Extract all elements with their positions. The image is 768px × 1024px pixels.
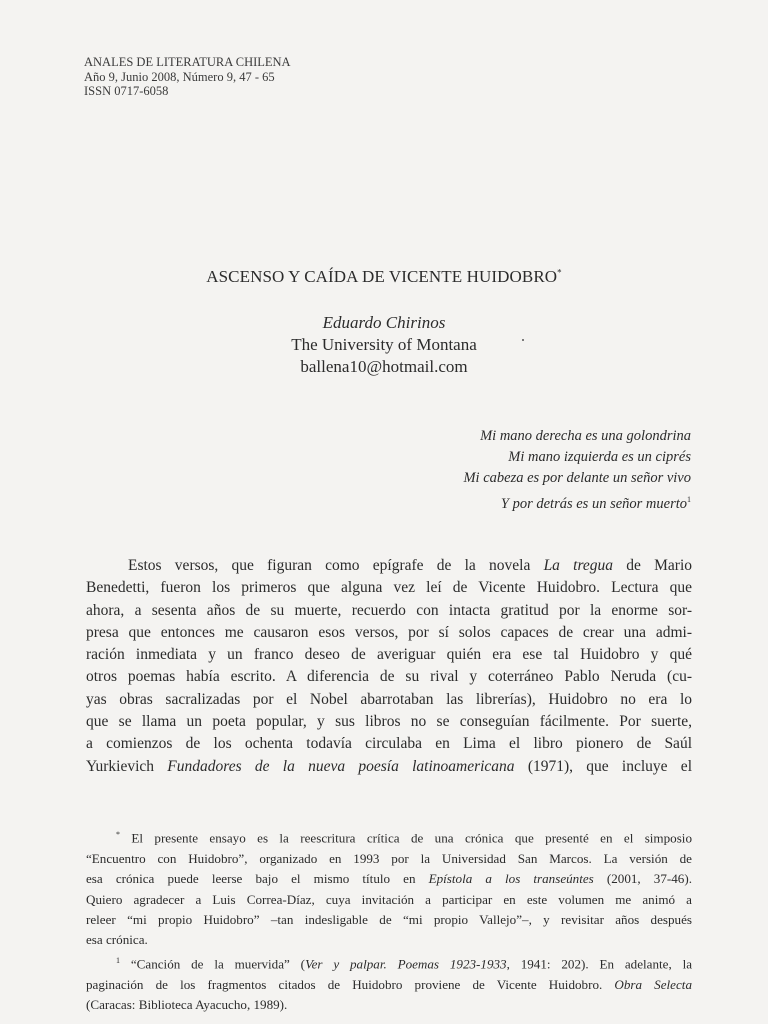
epigraph [463,426,691,515]
article-title [0,267,768,287]
footnote-one-line: $^1$ “Canción de la muervida” (Ver y palpar. Poemas 1923-1933, 1941: 202). En adelante, la [116,955,693,972]
journal-issue: Año 9, Junio 2008, Número 9, 47 - 65 [84,69,275,84]
cited-work: Epístola a los transeúntes [428,871,594,887]
author-email[interactable]: ballena10@hotmail.com [300,357,468,376]
footnotes [86,825,692,1015]
footnote-line: esa crónica puede leerse bajo el mismo título en Epístola a los transeúntes (2001, 37-46). [86,871,692,887]
footnote-line: Quiero agradecer a Luis Correa-Díaz, cuya invitación a participar en este volumen me animó a [86,891,692,907]
epigraph-line: Y por detrás es un señor muerto [500,495,687,512]
journal-name: ANALES DE LITERATURA CHILENA [84,55,291,69]
footnote-one-mark: 1 [116,955,120,965]
epigraph-line: Mi cabeza es por delante un señor vivo [463,470,691,486]
body-line: ahora, a sesenta años de su muerte, recuerdo con intacta gratitud por la enorme sor- [86,601,692,619]
body-line: a comienzos de los ochenta todavía circulaba en Lima el libro pionero de Saúl [86,735,692,753]
body-line: ración inmediata y un franco deseo de averiguar quién era ese tal Huidobro y qué [86,646,692,664]
cited-work: Ver y palpar. Poemas 1923-1933 [305,956,507,972]
footnote-line: (Caracas: Biblioteca Ayacucho, 1989). [86,996,288,1012]
book-title: Fundadores de la nueva poesía latinoamericana [167,757,515,775]
body-line: yas obras sacralizadas por el Nobel abarrotaban las librerías), Huidobro no era lo [86,690,692,708]
journal-header [84,55,291,99]
epigraph-line: Mi mano derecha es una golondrina [480,428,691,444]
body-line: Benedetti, fueron los primeros que alguna vez leí de Vicente Huidobro. Lectura que [86,579,692,597]
author-affiliation: The University of Montana [291,335,477,354]
title-footnote-mark[interactable]: * [557,267,562,278]
byline [0,312,768,378]
epigraph-line-last [463,489,691,515]
footnote-line: esa crónica. [86,932,148,948]
author-name: Eduardo Chirinos [322,313,446,332]
body-line: que se llama un poeta popular, y sus libros no se conseguían fácilmente. Por suerte, [86,713,692,731]
body-line: Yurkievich Fundadores de la nueva poesía latinoamericana (1971), que incluye el [86,757,692,775]
body-line: presa que entonces me causaron esos versos, por sí solos capaces de crear una admi- [86,623,692,641]
footnote-star-line: * El presente ensayo es la reescritura crítica de una crónica que presenté en el simposio [116,830,692,846]
footnote-line: paginación de los fragmentos citados de Huidobro proviene de Vicente Huidobro. Obra Selecta [86,976,692,992]
footnote-line: releer “mi propio Huidobro” –tan indesligable de “mi propio Vallejo”–, y revisitar años después [86,911,692,927]
body-line: otros poemas había escrito. A diferencia de su rival y coterráneo Pablo Neruda (cu- [86,668,692,686]
footnote-star-mark: * [116,830,120,839]
footnote-line: “Encuentro con Huidobro”, organizado en 1993 por la Universidad San Marcos. La versión de [86,850,692,866]
body-line: Estos versos, que figuran como epígrafe de la novela La tregua de Mario [128,557,693,574]
journal-issn: ISSN 0717-6058 [84,84,169,98]
article-title-text: ASCENSO Y CAÍDA DE VICENTE HUIDOBRO [206,267,558,286]
cited-work: Obra Selecta [614,976,692,992]
novel-title: La tregua [543,557,614,574]
epigraph-line: Mi mano izquierda es un ciprés [508,449,691,465]
scan-speck [522,339,524,341]
epigraph-footnote-mark[interactable]: 1 [687,495,691,504]
body-paragraph [86,555,692,778]
